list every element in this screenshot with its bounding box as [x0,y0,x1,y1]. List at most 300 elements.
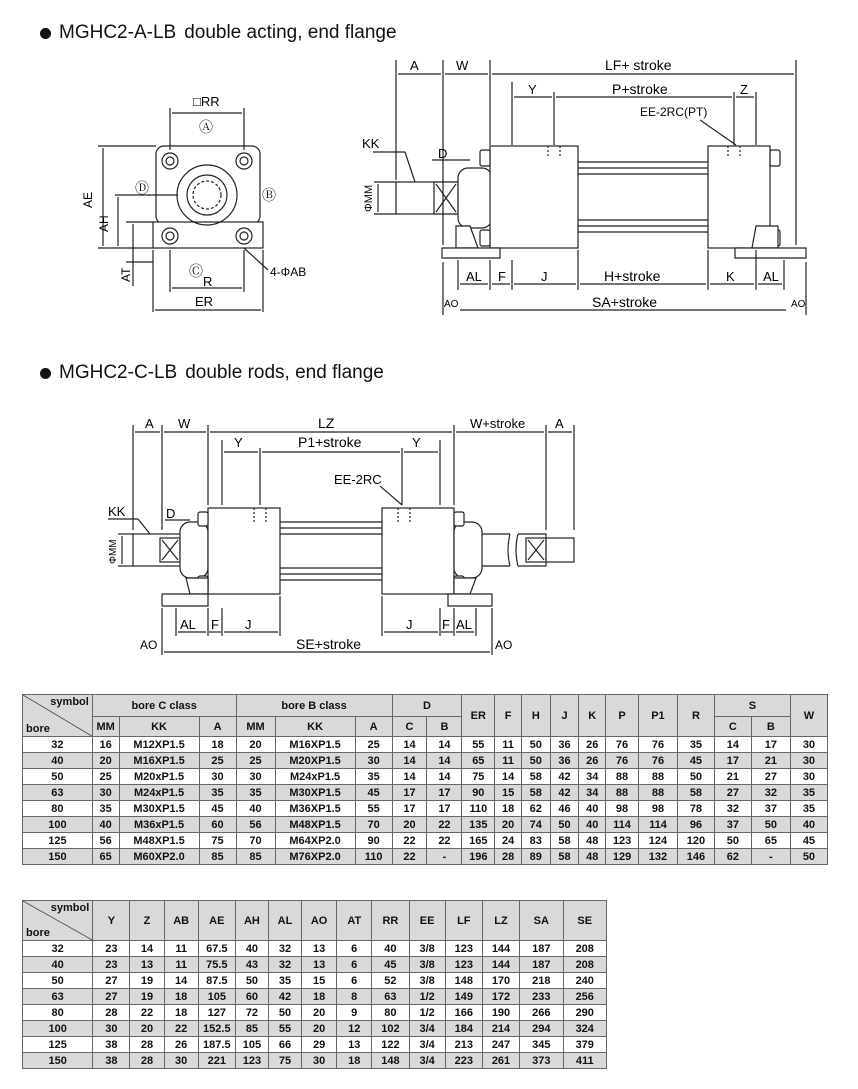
bore-cell: 80 [23,801,93,817]
table-cell: 8 [337,989,372,1005]
front-at-label: AT [119,267,133,282]
table-row [23,957,607,973]
table-cell: 18 [164,989,198,1005]
table-cell: 379 [563,1037,607,1053]
table-cell: 144 [482,941,519,957]
table-cell: 102 [372,1021,409,1037]
table1-corner-symbol: symbol [50,696,89,708]
table-cell: 52 [372,973,409,989]
d2-lz-label: LZ [318,415,335,431]
table-cell: 6 [337,941,372,957]
table-cell: 88 [606,769,639,785]
table-cell: M48XP1.5 [275,817,355,833]
table-cell: 90 [355,833,392,849]
bore-cell: 150 [23,849,93,865]
table-cell: M16XP1.5 [275,737,355,753]
table-cell: 40 [790,817,827,833]
table-cell: M30XP1.5 [275,785,355,801]
side-ee-label: EE-2RC(PT) [640,105,708,119]
table-cell: 35 [92,801,119,817]
section1-model: MGHC2-A-LB [59,22,177,43]
table1-sub-s-b: B [751,717,790,737]
table-row [23,833,828,849]
d2-w-label: W [178,416,191,431]
bore-cell: 125 [23,1037,93,1053]
table-cell: 135 [462,817,495,833]
table-cell: 26 [164,1037,198,1053]
table-cell: 75 [268,1053,301,1069]
table-cell: 294 [520,1021,563,1037]
table-cell: 58 [521,785,550,801]
bore-cell: 100 [23,1021,93,1037]
table-cell: 123 [445,941,482,957]
table1-sub-c-a: A [199,717,236,737]
d2-mm-label: ΦMM [108,539,119,564]
table-cell: 208 [563,957,607,973]
table-cell: 36 [550,737,579,753]
table1-col-p1: P1 [638,695,677,737]
table-cell: M16XP1.5 [119,753,199,769]
bore-cell: 50 [23,973,93,989]
table1-group-c: bore C class [92,695,236,717]
table-cell: 221 [198,1053,235,1069]
table1-corner [23,695,93,737]
table-cell: 110 [355,849,392,865]
table-cell: 35 [790,801,827,817]
table-cell: 34 [579,785,606,801]
front-circle-d: Ⓓ [135,180,149,196]
table2-col-ab: AB [164,901,198,941]
bore-cell: 32 [23,941,93,957]
table-cell: 256 [563,989,607,1005]
table1-body [23,737,828,865]
table-cell: 11 [495,737,522,753]
table1-sub-d-b: B [427,717,462,737]
table-cell: 75 [199,833,236,849]
table-cell: 190 [482,1005,519,1021]
table1-sub-b-kk: KK [275,717,355,737]
table-cell: 83 [521,833,550,849]
side-mm-label: ΦMM [363,184,375,212]
table-cell: 13 [337,1037,372,1053]
table-cell: 22 [427,817,462,833]
table-cell: 58 [550,833,579,849]
table-row [23,1053,607,1069]
table-cell: 40 [579,801,606,817]
table-cell: M36xP1.5 [119,817,199,833]
table-cell: 40 [372,941,409,957]
table2-col-z: Z [130,901,164,941]
table-cell: 12 [337,1021,372,1037]
table-row [23,817,828,833]
table-cell: 16 [92,737,119,753]
table-cell: 13 [302,957,337,973]
table-cell: 65 [751,833,790,849]
table-cell: 26 [579,737,606,753]
table-cell: 23 [93,957,130,973]
table-cell: 124 [638,833,677,849]
table-cell: M12XP1.5 [119,737,199,753]
table-cell: 13 [130,957,164,973]
table-cell: 14 [392,769,427,785]
table-cell: 196 [462,849,495,865]
front-er-label: ER [195,294,214,309]
table2-col-y: Y [93,901,130,941]
table-cell: 25 [236,753,275,769]
side-lf-label: LF+ stroke [605,57,672,73]
d2-kk-label: KK [108,504,126,519]
table-cell: 19 [130,989,164,1005]
d2-j-label: J [245,617,252,632]
table-cell: 45 [199,801,236,817]
double-rod-diagram [100,410,590,660]
table-cell: 120 [677,833,714,849]
table-cell: 65 [92,849,119,865]
table-cell: 17 [392,801,427,817]
table-cell: 6 [337,973,372,989]
table-cell: 70 [355,817,392,833]
table-cell: 65 [462,753,495,769]
table-cell: 78 [677,801,714,817]
side-kk-label: KK [362,136,380,151]
table-cell: 35 [236,785,275,801]
table-cell: 30 [790,769,827,785]
d2-wstroke-label: W+stroke [470,416,526,431]
table-cell: 48 [579,849,606,865]
table2-col-al: AL [268,901,301,941]
table-cell: 30 [355,753,392,769]
table2-col-se: SE [563,901,607,941]
table-cell: 123 [606,833,639,849]
table-cell: 146 [677,849,714,865]
table-cell: 40 [236,801,275,817]
table-cell: 22 [130,1005,164,1021]
table-cell: 11 [164,941,198,957]
table-cell: M30XP1.5 [119,801,199,817]
table-cell: 50 [751,817,790,833]
table-cell: 170 [482,973,519,989]
table-cell: 324 [563,1021,607,1037]
table-cell: 60 [235,989,268,1005]
table-cell: 87.5 [198,973,235,989]
table-cell: 19 [130,973,164,989]
table-cell: 55 [268,1021,301,1037]
d2-f-label: F [211,617,219,632]
table-cell: 85 [236,849,275,865]
table-cell: 40 [579,817,606,833]
table-row [23,1005,607,1021]
table-cell: 132 [638,849,677,865]
table-cell: 29 [302,1037,337,1053]
table-cell: 38 [93,1037,130,1053]
table-cell: M20xP1.5 [119,769,199,785]
d2-p1-label: P1+stroke [298,434,362,450]
front-r-label: R [203,274,213,289]
table-cell: 58 [521,769,550,785]
table-cell: 30 [236,769,275,785]
table2-col-ah: AH [235,901,268,941]
table-cell: 14 [495,769,522,785]
table-cell: 20 [495,817,522,833]
table-cell: 80 [372,1005,409,1021]
table-cell: 27 [93,989,130,1005]
table-cell: M76XP2.0 [275,849,355,865]
table-cell: 149 [445,989,482,1005]
side-w-label: W [456,58,469,73]
bore-cell: 40 [23,957,93,973]
side-view-diagram [350,55,820,325]
table-cell: 187 [520,941,563,957]
table-cell: 3/8 [409,957,445,973]
table-cell: - [751,849,790,865]
table-cell: 105 [198,989,235,1005]
front-holes-label: 4-ΦAB [270,265,307,279]
table-cell: M36XP1.5 [275,801,355,817]
table2-col-lz: LZ [482,901,519,941]
table1-sub-b-a: A [355,717,392,737]
table1-col-w: W [790,695,827,737]
table-row [23,1037,607,1053]
table1-group-s: S [714,695,790,717]
table-cell: 88 [638,785,677,801]
table-cell: 88 [606,785,639,801]
d2-y-label: Y [234,435,243,450]
front-rr-label: □RR [193,94,220,109]
d2-ee-label: EE-2RC [334,472,382,487]
table-cell: 114 [606,817,639,833]
table-cell: 62 [714,849,751,865]
side-f-label: F [498,269,506,284]
table-cell: 1/2 [409,989,445,1005]
side-a-label: A [410,58,419,73]
table-cell: 35 [355,769,392,785]
table-row [23,1021,607,1037]
table-cell: M48XP1.5 [119,833,199,849]
side-y-label: Y [528,82,537,97]
table-cell: 32 [268,941,301,957]
table-cell: 14 [714,737,751,753]
table-cell: M64XP2.0 [275,833,355,849]
table-cell: 3/8 [409,941,445,957]
table2-corner-symbol: symbol [50,902,90,914]
table-cell: 70 [236,833,275,849]
table-cell: 127 [198,1005,235,1021]
table-cell: 13 [302,941,337,957]
d2-a2-label: A [555,416,564,431]
table-cell: 25 [355,737,392,753]
table2-col-ao: AO [302,901,337,941]
table-cell: 56 [236,817,275,833]
table-cell: 184 [445,1021,482,1037]
table2-col-ee: EE [409,901,445,941]
table-cell: 129 [606,849,639,865]
table-cell: 15 [495,785,522,801]
table-cell: 148 [372,1053,409,1069]
table1-col-k: K [579,695,606,737]
table-cell: 148 [445,973,482,989]
section1-title [40,22,397,44]
table-cell: 48 [579,833,606,849]
table-cell: 35 [677,737,714,753]
side-j-label: J [541,269,548,284]
table1-sub-s-c: C [714,717,751,737]
table-cell: 28 [495,849,522,865]
side-ao2-label: AO [791,299,806,310]
table-cell: 46 [550,801,579,817]
bore-cell: 40 [23,753,93,769]
bore-cell: 80 [23,1005,93,1021]
table-cell: 14 [130,941,164,957]
side-al-label: AL [466,269,482,284]
table-cell: 14 [164,973,198,989]
table-cell: 11 [495,753,522,769]
table1-col-j: J [550,695,579,737]
table-cell: 20 [302,1021,337,1037]
table-cell: 45 [372,957,409,973]
table-cell: 14 [392,753,427,769]
table-cell: 17 [392,785,427,801]
table-cell: 50 [790,849,827,865]
table-cell: 76 [606,737,639,753]
table1-col-h: H [521,695,550,737]
section2-desc: double rods, end flange [185,362,384,383]
table-cell: 22 [427,833,462,849]
table-cell: 96 [677,817,714,833]
table-cell: 27 [751,769,790,785]
d2-al2-label: AL [456,617,472,632]
table-cell: 18 [302,989,337,1005]
table-cell: 411 [563,1053,607,1069]
table-row [23,769,828,785]
table2-corner-bore: bore [26,927,50,939]
table-cell: 187 [520,957,563,973]
table-cell: 114 [638,817,677,833]
table-cell: 28 [130,1037,164,1053]
table1-col-f: F [495,695,522,737]
table-cell: 98 [606,801,639,817]
table-cell: M20XP1.5 [275,753,355,769]
table-cell: 28 [130,1053,164,1069]
table-row [23,941,607,957]
table1-group-d: D [392,695,462,717]
table-cell: 90 [462,785,495,801]
table-cell: 18 [495,801,522,817]
table-cell: 40 [235,941,268,957]
table-cell: 123 [445,957,482,973]
table-cell: 17 [751,737,790,753]
d2-a-label: A [145,416,154,431]
table-cell: 208 [563,941,607,957]
table-cell: 110 [462,801,495,817]
table-cell: 60 [199,817,236,833]
table-cell: 63 [372,989,409,1005]
table-cell: 56 [92,833,119,849]
front-view-diagram [70,90,307,320]
table-cell: 35 [199,785,236,801]
table-cell: 50 [268,1005,301,1021]
table-cell: 345 [520,1037,563,1053]
table-cell: 27 [93,973,130,989]
table-cell: 213 [445,1037,482,1053]
table2-col-ae: AE [198,901,235,941]
table-cell: 76 [606,753,639,769]
table-cell: 240 [563,973,607,989]
table-cell: 18 [337,1053,372,1069]
table1-col-er: ER [462,695,495,737]
table1-sub-d-c: C [392,717,427,737]
table-cell: 58 [677,785,714,801]
table-cell: 22 [392,833,427,849]
table-cell: 30 [93,1021,130,1037]
table-cell: 17 [427,801,462,817]
table-cell: 17 [714,753,751,769]
table2-col-rr: RR [372,901,409,941]
table-cell: 14 [427,737,462,753]
table-cell: 105 [235,1037,268,1053]
table-cell: 85 [235,1021,268,1037]
table-cell: 20 [130,1021,164,1037]
d2-d-label: D [166,506,176,521]
table-cell: 72 [235,1005,268,1021]
table-cell: 50 [677,769,714,785]
table-cell: 30 [164,1053,198,1069]
table2-body [23,941,607,1069]
d2-se-label: SE+stroke [296,636,361,652]
front-circle-c: Ⓒ [189,263,203,279]
bullet-icon [40,368,51,379]
table-cell: M60XP2.0 [119,849,199,865]
table-cell: 233 [520,989,563,1005]
table-cell: 30 [302,1053,337,1069]
front-ah-label: AH [97,215,111,232]
table-cell: 30 [790,737,827,753]
table-cell: 25 [199,753,236,769]
d2-y2-label: Y [412,435,421,450]
table-cell: 214 [482,1021,519,1037]
table-row [23,785,828,801]
table-cell: 20 [302,1005,337,1021]
table-cell: 43 [235,957,268,973]
table-cell: 21 [714,769,751,785]
side-z-label: Z [740,82,748,97]
table-cell: 21 [751,753,790,769]
front-circle-b: Ⓑ [262,187,276,203]
d2-ao2-label: AO [495,638,513,652]
table1-sub-b-mm: MM [236,717,275,737]
section2-title [40,362,384,384]
table-cell: 266 [520,1005,563,1021]
bore-cell: 100 [23,817,93,833]
table-cell: 35 [268,973,301,989]
bore-cell: 150 [23,1053,93,1069]
table-cell: 32 [714,801,751,817]
table-cell: 218 [520,973,563,989]
table-cell: 67.5 [198,941,235,957]
table-cell: 6 [337,957,372,973]
bore-cell: 125 [23,833,93,849]
table-cell: 38 [93,1053,130,1069]
side-k-label: K [726,269,735,284]
table2-col-sa: SA [520,901,563,941]
table-cell: 27 [714,785,751,801]
table-cell: 22 [392,849,427,865]
table-cell: 122 [372,1037,409,1053]
section1-desc: double acting, end flange [184,22,397,43]
table1-sub-c-mm: MM [92,717,119,737]
table-cell: 3/8 [409,973,445,989]
table-cell: 15 [302,973,337,989]
table-cell: 30 [199,769,236,785]
